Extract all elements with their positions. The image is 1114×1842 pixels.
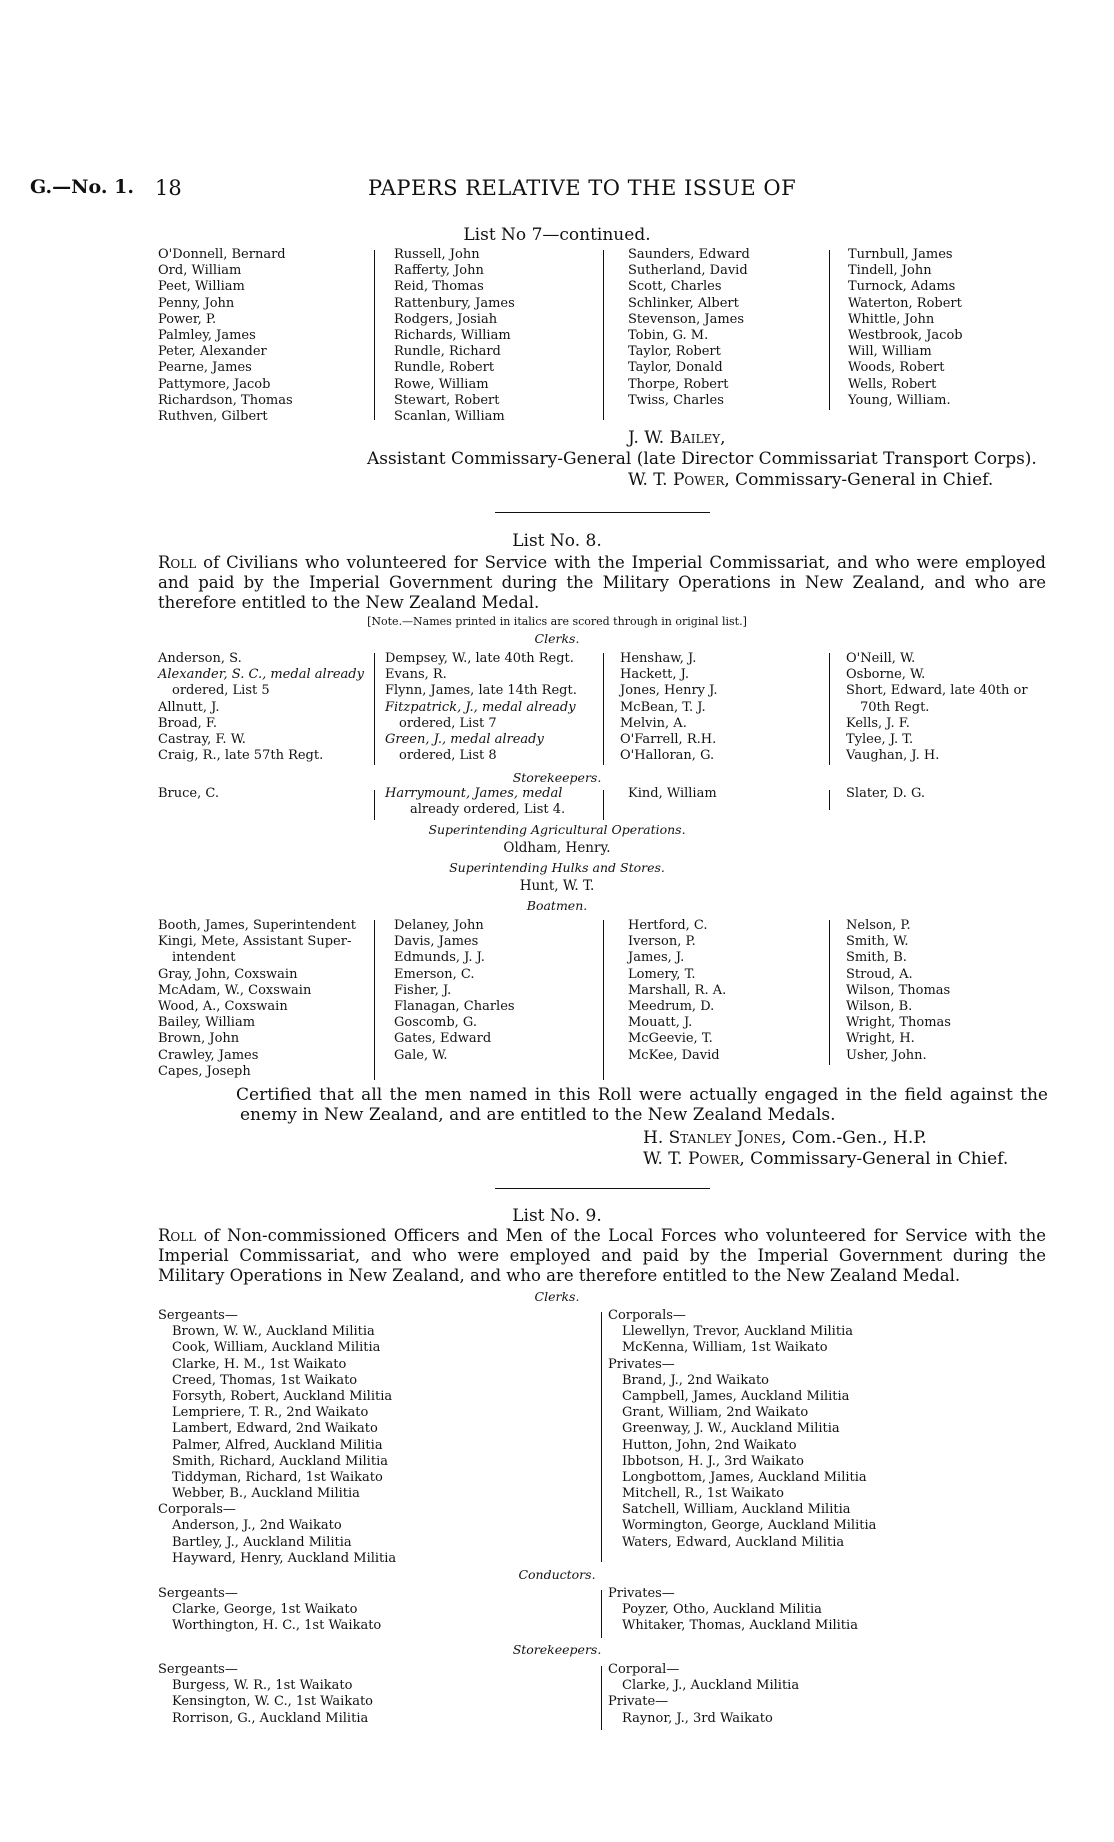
list-item: O'Donnell, Bernard [158,247,286,262]
list-item: Campbell, James, Auckland Militia [622,1388,850,1404]
list7-signature-2: W. T. Power, Commissary-General in Chief. [628,470,994,490]
list-item: Saunders, Edward [628,247,750,262]
list9-heading: List No. 9. [512,1206,602,1226]
divider [601,1666,602,1730]
list-item: Turnock, Adams [848,279,956,295]
list-item: Brown, W. W., Auckland Militia [172,1324,375,1340]
list-item: Rundle, Richard [394,344,501,360]
list8-clerks-col1 [158,651,364,764]
rule [495,512,710,513]
list7-col4 [848,247,963,409]
list8-store-col4: Slater, D. G. [846,786,926,801]
list8-boat-col4 [846,918,951,1064]
divider [601,1312,602,1562]
list-item: Hayward, Henry, Auckland Militia [172,1550,397,1566]
list-item: Rodgers, Josiah [394,311,498,327]
list-item: Vaughan, J. H. [846,748,940,764]
list-item: Power, P. [158,311,217,327]
list8-store-col2a: Harrymount, James, medal [385,786,563,801]
list-item: Poyzer, Otho, Auckland Militia [622,1602,822,1618]
list-item: Jones, Henry J. [620,683,718,699]
divider [829,250,830,410]
list8-boat-col1 [158,918,356,1080]
list-item: Brand, J., 2nd Waikato [622,1372,769,1388]
list-item: Brown, John [158,1031,240,1047]
list-item: James, J. [628,950,685,966]
list-item: Rundle, Robert [394,360,495,376]
divider [603,653,604,765]
list7-heading: List No 7—continued. [463,225,651,245]
list8-boat-col3 [628,918,726,1064]
list-item: Henshaw, J. [620,651,697,666]
list-item: Raynor, J., 3rd Waikato [622,1710,773,1726]
list-item: Flynn, James, late 14th Regt. [385,683,577,699]
list-item: Kingi, Mete, Assistant Super- [158,934,352,950]
list-item: Hutton, John, 2nd Waikato [622,1437,797,1453]
list-item: McKee, David [628,1047,720,1063]
list-item: Flanagan, Charles [394,998,515,1014]
list7-signature: J. W. Bailey, [628,428,726,448]
list-item: Goscomb, G. [394,1015,477,1031]
list-item: Ruthven, Gilbert [158,408,268,424]
list-item: McKenna, William, 1st Waikato [622,1340,828,1356]
list-item: Taylor, Robert [628,344,721,360]
list-item: ordered, List 8 [399,748,497,764]
list-item: Peter, Alexander [158,344,267,360]
list7-col3 [628,247,750,409]
list-item: Fitzpatrick, J., medal already [385,699,576,715]
list-item: Stroud, A. [846,966,913,982]
rank-heading: Sergeants— [158,1662,238,1677]
list-item: Tylee, J. T. [846,731,914,747]
list-item: Gray, John, Coxswain [158,966,298,982]
list8-note: [Note.—Names printed in italics are scored through in original list.] [367,615,747,628]
list-item: Lambert, Edward, 2nd Waikato [172,1421,378,1437]
list-item: Hackett, J. [620,667,689,683]
list9-clerks-left [158,1308,396,1567]
page-number: 18 [155,176,182,200]
divider [829,653,830,765]
list8-signature-2: W. T. Power, Commissary-General in Chief. [643,1149,1009,1169]
list-item: McBean, T. J. [620,699,706,715]
list-item: Cook, William, Auckland Militia [172,1340,381,1356]
list-item: Palmer, Alfred, Auckland Militia [172,1437,383,1453]
list-item: Will, William [848,344,932,360]
list-item: Tobin, G. M. [628,327,709,343]
list8-store-col1: Bruce, C. [158,786,219,801]
list-item: Nelson, P. [846,918,911,933]
list-item: Iverson, P. [628,934,696,950]
list-item: Clarke, H. M., 1st Waikato [172,1356,347,1372]
list-item: Mouatt, J. [628,1015,693,1031]
list-item: ordered, List 7 [399,715,497,731]
list8-store-col2b: already ordered, List 4. [410,802,566,817]
divider [601,1590,602,1638]
list-item: Edmunds, J. J. [394,950,485,966]
list-item: Wilson, B. [846,998,913,1014]
list-item: Melvin, A. [620,715,687,731]
list-item: Creed, Thomas, 1st Waikato [172,1372,358,1388]
list8-boatmen-label: Boatmen. [526,898,588,913]
list8-hulks-name: Hunt, W. T. [519,878,595,894]
list-item: Bailey, William [158,1015,256,1031]
list-item: Wormington, George, Auckland Militia [622,1518,877,1534]
list8-signature-1: H. Stanley Jones, Com.-Gen., H.P. [643,1128,927,1148]
list-item: Rorrison, G., Auckland Militia [172,1710,369,1726]
list-item: Lempriere, T. R., 2nd Waikato [172,1405,369,1421]
list-item: Crawley, James [158,1047,259,1063]
list-item: Burgess, W. R., 1st Waikato [172,1678,353,1694]
page-title: PAPERS RELATIVE TO THE ISSUE OF [368,176,797,200]
list9-cond-left [158,1586,381,1635]
list-item: Emerson, C. [394,966,475,982]
list-item: Scott, Charles [628,279,722,295]
list-item: Webber, B., Auckland Militia [172,1486,360,1502]
list-item: Llewellyn, Trevor, Auckland Militia [622,1324,853,1340]
list-item: Richardson, Thomas [158,392,293,408]
list8-clerks-col4 [846,651,1028,764]
list-item: Smith, Richard, Auckland Militia [172,1453,388,1469]
list-item: Wright, H. [846,1031,915,1047]
divider [374,250,375,420]
list-item: Young, William. [848,392,951,408]
list8-clerks-label: Clerks. [534,631,580,646]
list-item: Anderson, J., 2nd Waikato [172,1518,342,1534]
list-item: Marshall, R. A. [628,982,727,998]
divider [603,250,604,420]
list-item: Greenway, J. W., Auckland Militia [622,1421,840,1437]
list-item: Rafferty, John [394,263,484,279]
list-item: intendent [172,950,236,966]
list9-store-right [608,1662,799,1727]
list8-heading: List No. 8. [512,531,602,551]
list-item: Thorpe, Robert [628,376,729,392]
list9-storekeepers-label: Storekeepers. [512,1642,602,1657]
list-item: Booth, James, Superintendent [158,918,356,933]
list-item: Wells, Robert [848,376,937,392]
list8-clerks-col2 [385,651,577,764]
list-item: Evans, R. [385,667,447,683]
rule [495,1188,710,1189]
list8-boat-col2 [394,918,515,1064]
list9-cond-right [608,1586,858,1635]
list-item: Meedrum, D. [628,998,715,1014]
divider [374,790,375,820]
list-item: Gale, W. [394,1047,448,1063]
list-item: Woods, Robert [848,360,945,376]
list-item: Reid, Thomas [394,279,484,295]
list-item: Castray, F. W. [158,731,246,747]
list-item: Schlinker, Albert [628,295,739,311]
list-item: Clarke, J., Auckland Militia [622,1678,800,1694]
list-item: Wilson, Thomas [846,982,951,998]
list-item: Pearne, James [158,360,252,376]
list8-agri-name: Oldham, Henry. [503,840,611,856]
list-item: Tindell, John [848,263,932,279]
list-item: Taylor, Donald [628,360,723,376]
divider [603,790,604,820]
list-item: Davis, James [394,934,479,950]
list-item: Worthington, H. C., 1st Waikato [172,1618,382,1634]
list-item: Tiddyman, Richard, 1st Waikato [172,1469,383,1485]
list9-conductors-label: Conductors. [518,1567,596,1582]
list-item: O'Halloran, G. [620,748,715,764]
list-item: Mitchell, R., 1st Waikato [622,1486,784,1502]
list9-clerks-label: Clerks. [534,1289,580,1304]
list-item: Lomery, T. [628,966,696,982]
divider [829,920,830,1065]
list-item: Clarke, George, 1st Waikato [172,1602,358,1618]
list-item: Ord, William [158,263,242,279]
list-item: Dempsey, W., late 40th Regt. [385,651,574,666]
rank-heading: Corporals— [608,1308,686,1323]
list8-agri-label: Superintending Agricultural Operations. [428,822,686,837]
list-item: McAdam, W., Coxswain [158,982,312,998]
list-item: Anderson, S. [158,651,242,666]
list-item: O'Neill, W. [846,651,916,666]
list-item: Usher, John. [846,1047,927,1063]
list7-col2 [394,247,515,425]
list-item: Richards, William [394,327,511,343]
list-item: Satchell, William, Auckland Militia [622,1502,851,1518]
list9-clerks-right [608,1308,876,1551]
list-item: Westbrook, Jacob [848,327,963,343]
list-item: 70th Regt. [860,699,930,715]
list7-signature-title: Assistant Commissary-General (late Director Commissariat Transport Corps). [367,449,1037,469]
list-item: Wright, Thomas [846,1015,951,1031]
list-item: Hertford, C. [628,918,708,933]
divider [603,920,604,1080]
list-item: Stewart, Robert [394,392,500,408]
list-item: Twiss, Charles [628,392,724,408]
list-item: Rattenbury, James [394,295,515,311]
list-item: Alexander, S. C., medal already [158,667,364,683]
list9-intro: Roll of Non-commissioned Officers and Men of the Local Forces who volunteered for Service with the Imperial Commissariat, and who were employed and paid by the Imperial Government during the Military Operations in New Zealand, and who are therefore entitled to the New Zealand Medal. [158,1226,1046,1285]
list-item: Peet, William [158,279,245,295]
divider [374,653,375,765]
list-item: Turnbull, James [848,247,953,262]
list8-clerks-col3 [620,651,717,764]
list-item: Russell, John [394,247,480,262]
list-item: Waterton, Robert [848,295,962,311]
list-item: Penny, John [158,295,235,311]
list-item: Capes, Joseph [158,1063,251,1079]
rank-heading: Sergeants— [158,1586,238,1601]
list-item: Ibbotson, H. J., 3rd Waikato [622,1453,804,1469]
list8-intro: Roll of Civilians who volunteered for Service with the Imperial Commissariat, and who were employed and paid by the Imperial Government during the Military Operations in New Zealand, and who are therefore entitled to the New Zealand Medal. [158,553,1046,612]
list-item: Forsyth, Robert, Auckland Militia [172,1388,393,1404]
list-item: Sutherland, David [628,263,748,279]
list-item: Bartley, J., Auckland Militia [172,1534,352,1550]
list-item: Allnutt, J. [158,699,220,715]
list-item: Wood, A., Coxswain [158,998,288,1014]
rank-heading: Privates— [608,1356,675,1372]
list-item: Grant, William, 2nd Waikato [622,1405,809,1421]
rank-heading: Sergeants— [158,1308,238,1323]
list-item: Short, Edward, late 40th or [846,683,1028,699]
list-item: Stevenson, James [628,311,745,327]
list-item: Smith, B. [846,950,907,966]
list-item: Rowe, William [394,376,489,392]
list-item: O'Farrell, R.H. [620,731,717,747]
list7-col1 [158,247,293,425]
list-item: Kells, J. F. [846,715,910,731]
list8-certified: Certified that all the men named in this Roll were actually engaged in the field against the enemy in New Zealand, and are entitled to the New Zealand Medals. [236,1085,1048,1125]
list-item: Whitaker, Thomas, Auckland Militia [622,1618,858,1634]
list-item: Green, J., medal already [385,731,544,747]
rank-heading: Private— [608,1694,669,1710]
divider [829,790,830,810]
rank-heading: Corporal— [608,1662,680,1677]
list-item: Delaney, John [394,918,484,933]
list-item: Kensington, W. C., 1st Waikato [172,1694,373,1710]
list-item: ordered, List 5 [172,683,270,699]
list-item: Broad, F. [158,715,218,731]
list-item: Gates, Edward [394,1031,492,1047]
page-ref: G.—No. 1. [30,176,134,198]
list-item: Pattymore, Jacob [158,376,271,392]
list-item: McGeevie, T. [628,1031,713,1047]
list-item: Smith, W. [846,934,909,950]
list-item: Osborne, W. [846,667,926,683]
list8-storekeepers-label: Storekeepers. [512,770,602,785]
list-item: Craig, R., late 57th Regt. [158,748,324,764]
list-item: Longbottom, James, Auckland Militia [622,1469,867,1485]
list-item: Palmley, James [158,327,256,343]
list9-store-left [158,1662,373,1727]
rank-heading: Privates— [608,1586,675,1601]
list-item: Waters, Edward, Auckland Militia [622,1534,845,1550]
list-item: Whittle, John [848,311,935,327]
divider [374,920,375,1080]
rank-heading: Corporals— [158,1502,236,1518]
list8-store-col3: Kind, William [628,786,717,801]
list-item: Fisher, J. [394,982,452,998]
list8-hulks-label: Superintending Hulks and Stores. [449,860,665,875]
list-item: Scanlan, William [394,408,505,424]
